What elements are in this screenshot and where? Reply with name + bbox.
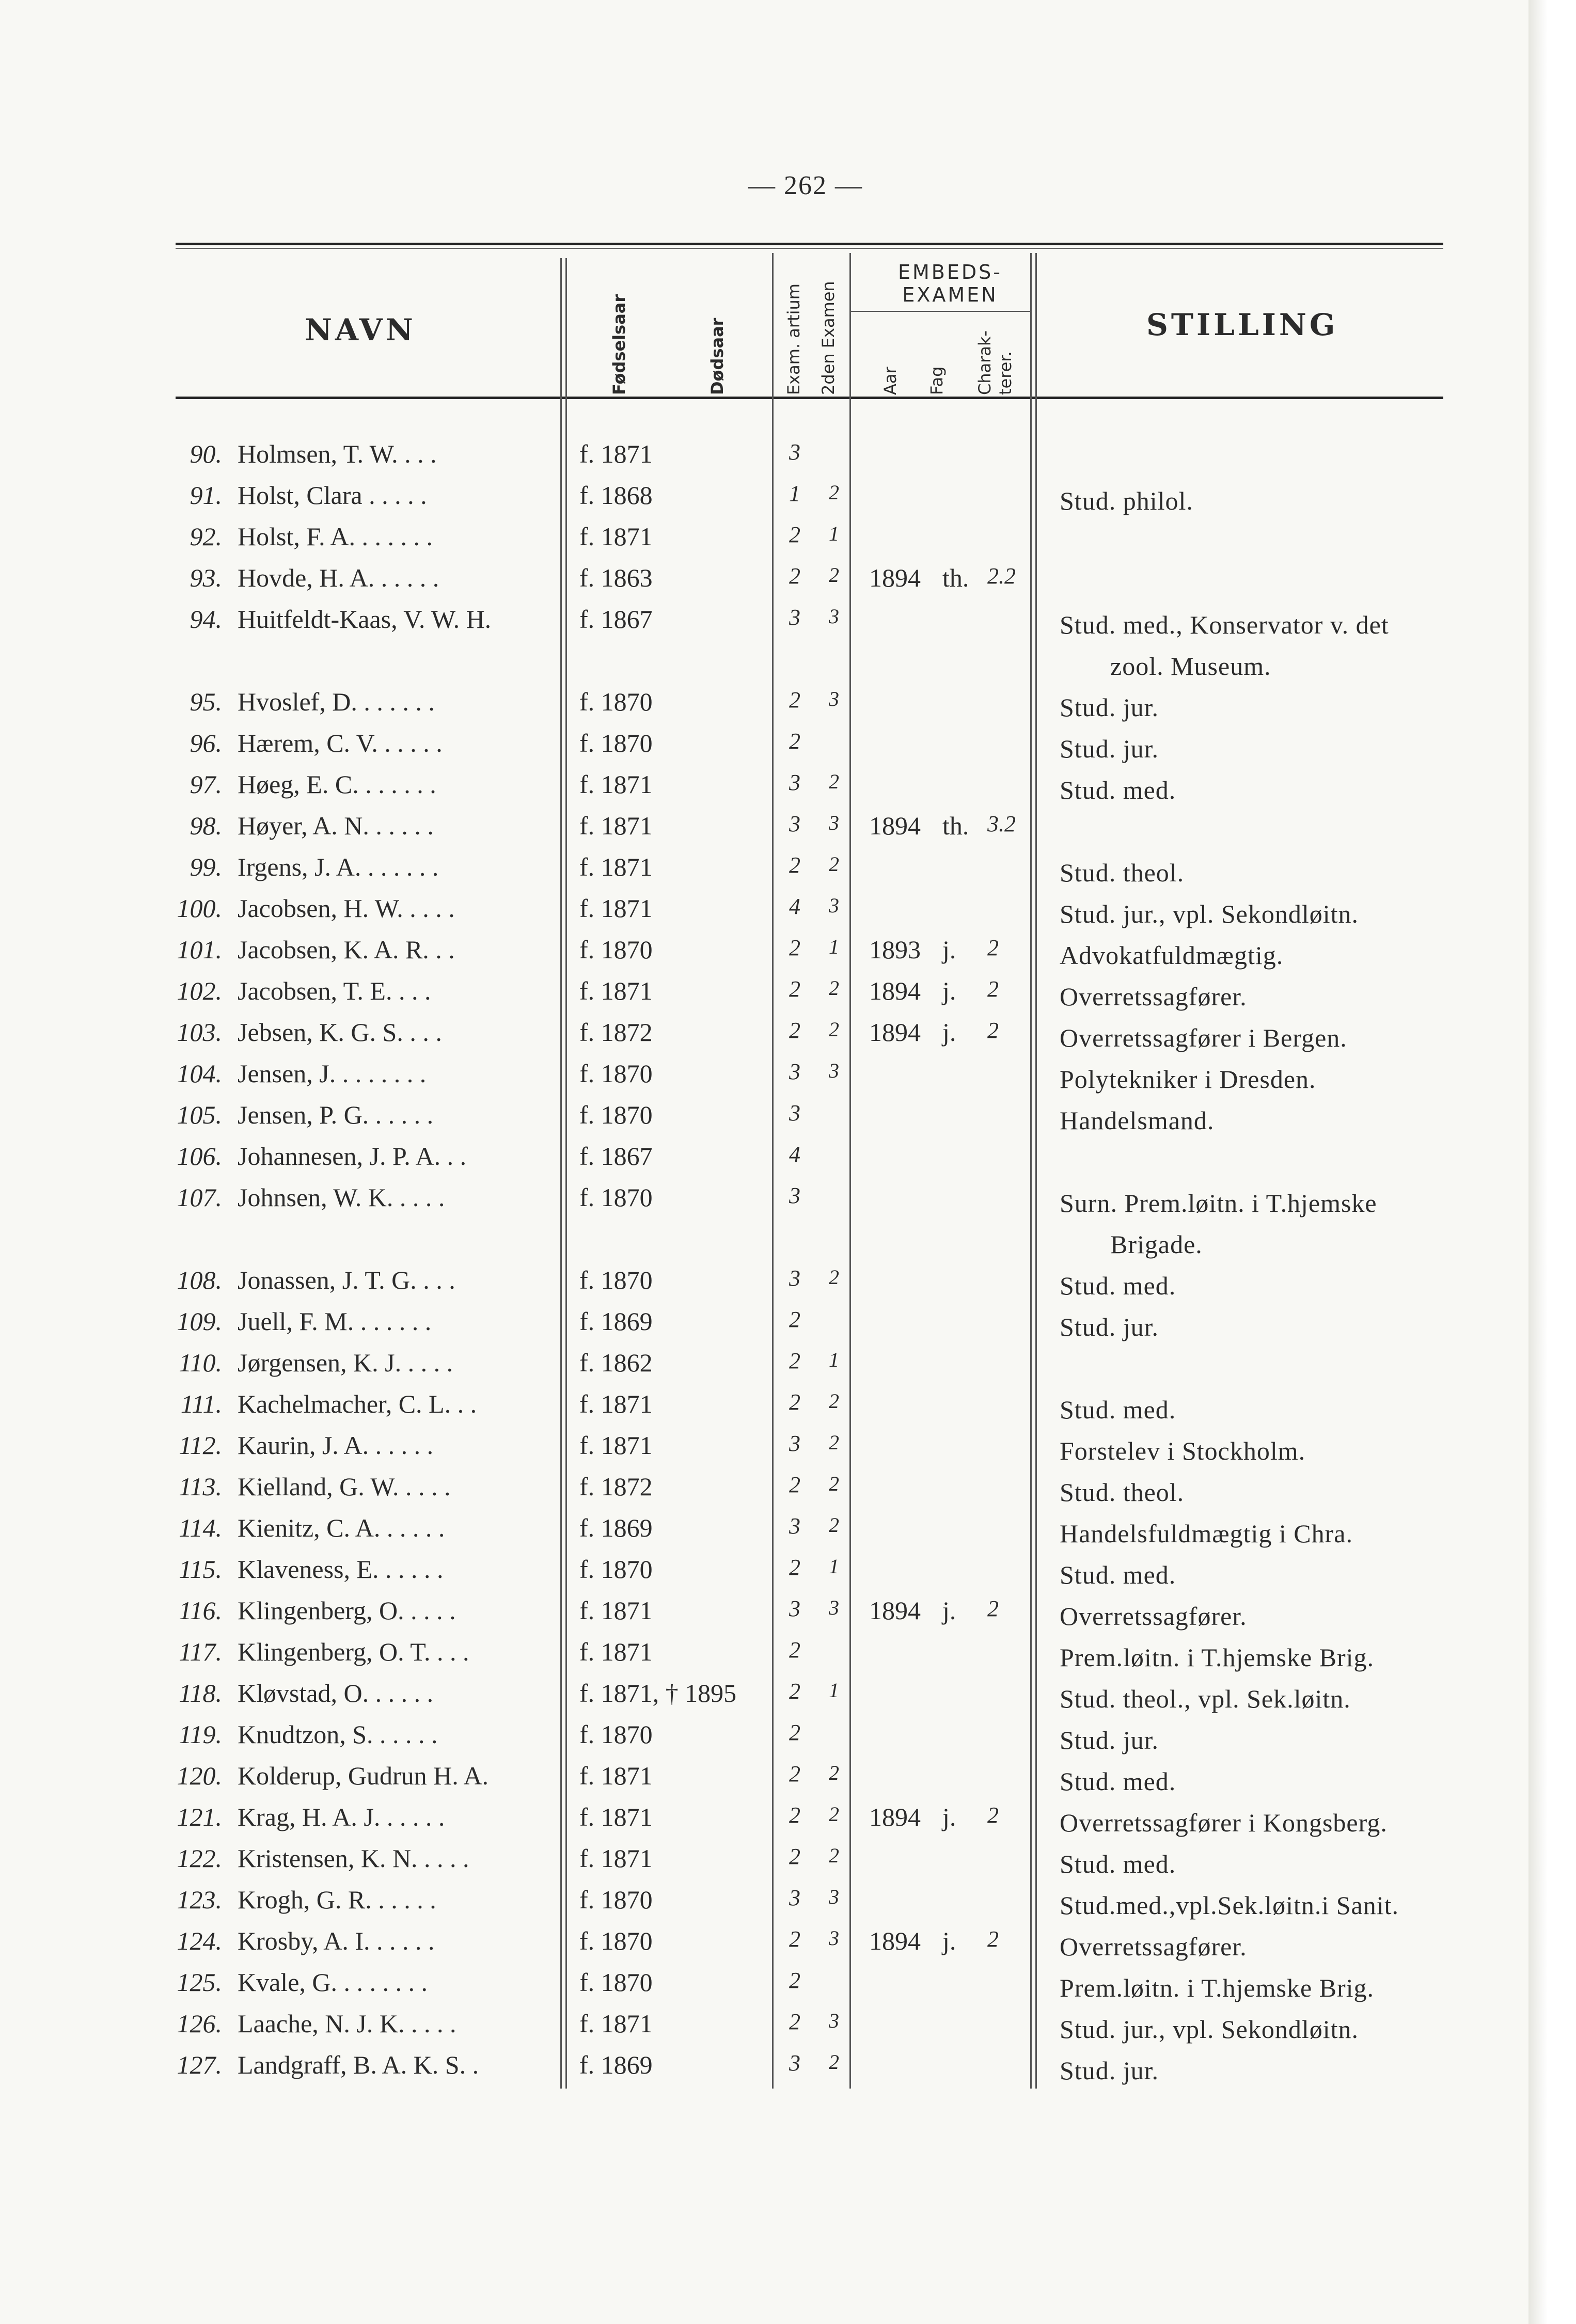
row-name: Kielland, G. W. . . . . xyxy=(238,1472,451,1501)
row-name: Kløvstad, O. . . . . . xyxy=(238,1679,434,1708)
row-exam-grade: 2 xyxy=(987,1018,999,1043)
row-birth-year: f. 1870 xyxy=(579,1100,653,1129)
row-occupation: Stud. philol. xyxy=(1060,486,1193,515)
table-row xyxy=(0,1389,1576,1430)
row-exam-artium: 2 xyxy=(789,1472,800,1497)
row-exam-artium: 4 xyxy=(789,1142,800,1167)
row-name: Hovde, H. A. . . . . . xyxy=(238,563,439,592)
row-name: Høyer, A. N. . . . . . xyxy=(238,811,434,840)
row-birth-year: f. 1871 xyxy=(579,522,653,551)
row-occupation: Surn. Prem.løitn. i T.hjemske xyxy=(1060,1189,1377,1218)
row-name: Jensen, J. . . . . . . . xyxy=(238,1059,427,1088)
row-occupation: Overretssagfører. xyxy=(1060,1602,1247,1631)
row-occupation: Stud.med.,vpl.Sek.løitn.i Sanit. xyxy=(1060,1891,1399,1920)
table-row-continuation xyxy=(0,645,1576,687)
table-row xyxy=(0,1678,1576,1719)
row-second-exam: 2 xyxy=(829,1844,839,1867)
row-second-exam: 2 xyxy=(829,1472,839,1495)
row-exam-subject: j. xyxy=(942,1926,956,1955)
row-name: Jacobsen, T. E. . . . xyxy=(238,976,431,1005)
table-row xyxy=(0,769,1576,811)
row-exam-subject: j. xyxy=(942,935,956,964)
row-name: Høeg, E. C. . . . . . . xyxy=(238,770,436,799)
row-number: 98. xyxy=(190,811,222,840)
row-number: 94. xyxy=(190,605,222,634)
row-name: Laache, N. J. K. . . . . xyxy=(238,2009,456,2038)
row-name: Huitfeldt-Kaas, V. W. H. xyxy=(238,605,492,634)
row-exam-artium: 2 xyxy=(789,563,800,589)
row-number: 127. xyxy=(177,2050,222,2079)
table-row xyxy=(0,893,1576,935)
row-birth-year: f. 1872 xyxy=(579,1018,653,1047)
table-row xyxy=(0,480,1576,521)
row-birth-year: f. 1871 xyxy=(579,1637,653,1666)
row-number: 106. xyxy=(177,1142,222,1171)
row-birth-year: f. 1871 xyxy=(579,1803,653,1831)
table-row xyxy=(0,1513,1576,1554)
row-exam-artium: 3 xyxy=(789,1183,800,1208)
row-occupation: Stud. jur. xyxy=(1060,693,1159,722)
row-name: Klaveness, E. . . . . . xyxy=(238,1555,444,1584)
row-occupation: Stud. jur., vpl. Sekondløitn. xyxy=(1060,2015,1359,2044)
row-name: Klingenberg, O. . . . . xyxy=(238,1596,456,1625)
row-exam-artium: 2 xyxy=(789,935,800,960)
row-number: 125. xyxy=(177,1968,222,1997)
row-name: Kristensen, K. N. . . . . xyxy=(238,1844,469,1873)
row-birth-year: f. 1867 xyxy=(579,605,653,634)
row-number: 124. xyxy=(177,1926,222,1955)
row-occupation: Overretssagfører. xyxy=(1060,1932,1247,1961)
row-name: Kvale, G. . . . . . . . xyxy=(238,1968,428,1997)
row-number: 96. xyxy=(190,729,222,757)
row-number: 113. xyxy=(179,1472,222,1501)
table-row xyxy=(0,1306,1576,1348)
table-row xyxy=(0,1554,1576,1595)
row-second-exam: 2 xyxy=(829,563,839,587)
row-exam-artium: 2 xyxy=(789,729,800,754)
row-occupation: Stud. theol. xyxy=(1060,858,1185,887)
table-row xyxy=(0,521,1576,563)
row-number: 119. xyxy=(179,1720,222,1749)
row-occupation: Stud. jur. xyxy=(1060,1313,1159,1341)
table-row xyxy=(0,687,1576,728)
table-row xyxy=(0,1182,1576,1224)
table-row xyxy=(0,1265,1576,1306)
row-exam-artium: 2 xyxy=(789,1348,800,1373)
row-number: 114. xyxy=(179,1513,222,1542)
table-row xyxy=(0,1926,1576,1967)
row-number: 100. xyxy=(177,894,222,923)
row-number: 99. xyxy=(190,852,222,881)
row-exam-artium: 2 xyxy=(789,1844,800,1869)
row-occupation: Stud. med. xyxy=(1060,1849,1176,1878)
header-char-line2: terer. xyxy=(996,351,1015,395)
row-birth-year: f. 1862 xyxy=(579,1348,653,1377)
row-name: Irgens, J. A. . . . . . . xyxy=(238,852,439,881)
row-number: 116. xyxy=(179,1596,222,1625)
row-birth-year: f. 1863 xyxy=(579,563,653,592)
row-name: Kachelmacher, C. L. . . xyxy=(238,1389,477,1418)
row-exam-artium: 3 xyxy=(789,1059,800,1084)
row-second-exam: 3 xyxy=(829,2009,839,2032)
row-name: Johnsen, W. K. . . . . xyxy=(238,1183,445,1212)
row-number: 95. xyxy=(190,687,222,716)
row-birth-year: f. 1871 xyxy=(579,1389,653,1418)
row-birth-year: f. 1870 xyxy=(579,1266,653,1294)
row-exam-subject: th. xyxy=(942,811,969,840)
table-row xyxy=(0,1843,1576,1885)
row-exam-artium: 2 xyxy=(789,1803,800,1828)
header-top-rule xyxy=(176,243,1443,245)
table-row xyxy=(0,604,1576,645)
row-number: 126. xyxy=(177,2009,222,2038)
row-second-exam: 2 xyxy=(829,1018,839,1041)
row-exam-artium: 3 xyxy=(789,811,800,836)
row-second-exam: 2 xyxy=(829,1513,839,1537)
row-name: Jebsen, K. G. S. . . . xyxy=(238,1018,442,1047)
row-name: Holst, F. A. . . . . . . xyxy=(238,522,433,551)
row-exam-artium: 3 xyxy=(789,770,800,795)
row-second-exam: 1 xyxy=(829,1555,839,1578)
row-second-exam: 2 xyxy=(829,1266,839,1289)
row-exam-artium: 3 xyxy=(789,1596,800,1621)
table-row xyxy=(0,1100,1576,1141)
row-birth-year: f. 1871 xyxy=(579,1761,653,1790)
row-name: Holst, Clara . . . . . xyxy=(238,481,427,510)
row-exam-artium: 2 xyxy=(789,1018,800,1043)
row-exam-artium: 3 xyxy=(789,1266,800,1291)
row-exam-grade: 2 xyxy=(987,976,999,1002)
row-second-exam: 3 xyxy=(829,1596,839,1619)
row-exam-year: 1894 xyxy=(869,1596,921,1625)
table-row-continuation xyxy=(0,1224,1576,1265)
row-birth-year: f. 1870 xyxy=(579,1059,653,1088)
row-exam-artium: 2 xyxy=(789,1637,800,1663)
table-row xyxy=(0,728,1576,769)
row-name: Johannesen, J. P. A. . . xyxy=(238,1142,467,1171)
row-exam-artium: 3 xyxy=(789,1885,800,1910)
row-second-exam: 2 xyxy=(829,1803,839,1826)
header-embeds-examen xyxy=(873,261,1028,306)
row-birth-year: f. 1869 xyxy=(579,2050,653,2079)
row-number: 101. xyxy=(177,935,222,964)
row-second-exam: 2 xyxy=(829,1389,839,1413)
table-row xyxy=(0,2050,1576,2091)
row-birth-year: f. 1870 xyxy=(579,1926,653,1955)
row-number: 97. xyxy=(190,770,222,799)
row-exam-subject: j. xyxy=(942,1803,956,1831)
header-top-rule-thin xyxy=(176,248,1443,249)
row-second-exam: 2 xyxy=(829,2050,839,2074)
row-birth-year: f. 1869 xyxy=(579,1513,653,1542)
row-exam-artium: 2 xyxy=(789,1926,800,1952)
table-row xyxy=(0,563,1576,604)
row-birth-year: f. 1871 xyxy=(579,1431,653,1460)
row-name: Jonassen, J. T. G. . . . xyxy=(238,1266,455,1294)
row-name: Hærem, C. V. . . . . . xyxy=(238,729,443,757)
row-occupation: Overretssagfører i Kongsberg. xyxy=(1060,1808,1388,1837)
row-number: 108. xyxy=(177,1266,222,1294)
header-char-line1: Charak- xyxy=(975,330,995,395)
row-occupation: Overretssagfører. xyxy=(1060,982,1247,1011)
row-name: Juell, F. M. . . . . . . xyxy=(238,1307,432,1336)
row-exam-artium: 2 xyxy=(789,976,800,1002)
row-second-exam: 3 xyxy=(829,1059,839,1082)
row-exam-artium: 2 xyxy=(789,687,800,713)
row-number: 112. xyxy=(179,1431,222,1460)
row-birth-year: f. 1871 xyxy=(579,770,653,799)
row-second-exam: 3 xyxy=(829,1926,839,1950)
header-birth-year: Fødselsaar xyxy=(609,294,629,395)
row-name: Kaurin, J. A. . . . . . xyxy=(238,1431,434,1460)
row-occupation: Overretssagfører i Bergen. xyxy=(1060,1023,1347,1052)
row-occupation: Stud. jur. xyxy=(1060,1726,1159,1754)
row-exam-artium: 3 xyxy=(789,605,800,630)
header-second-exam: 2den Examen xyxy=(818,281,838,395)
table-row xyxy=(0,1802,1576,1843)
row-name: Kienitz, C. A. . . . . . xyxy=(238,1513,445,1542)
row-birth-year: f. 1871, † 1895 xyxy=(579,1679,737,1708)
row-name: Knudtzon, S. . . . . . xyxy=(238,1720,438,1749)
row-second-exam: 2 xyxy=(829,1431,839,1454)
row-exam-year: 1894 xyxy=(869,1803,921,1831)
row-birth-year: f. 1870 xyxy=(579,1968,653,1997)
row-second-exam: 3 xyxy=(829,894,839,917)
row-birth-year: f. 1870 xyxy=(579,729,653,757)
row-name: Holmsen, T. W. . . . xyxy=(238,439,437,468)
row-birth-year: f. 1871 xyxy=(579,852,653,881)
row-exam-artium: 1 xyxy=(789,481,800,506)
row-number: 121. xyxy=(177,1803,222,1831)
row-birth-year: f. 1871 xyxy=(579,1596,653,1625)
row-second-exam: 2 xyxy=(829,976,839,1000)
header-embeds-line1: EMBEDS- xyxy=(898,261,1002,283)
row-number: 102. xyxy=(177,976,222,1005)
row-name: Krosby, A. I. . . . . . xyxy=(238,1926,435,1955)
row-occupation: Prem.løitn. i T.hjemske Brig. xyxy=(1060,1973,1375,2002)
table-row xyxy=(0,1017,1576,1058)
row-exam-artium: 4 xyxy=(789,894,800,919)
table-row xyxy=(0,1761,1576,1802)
row-occupation: Stud. med. xyxy=(1060,1395,1176,1424)
table-row xyxy=(0,1719,1576,1761)
row-name: Landgraff, B. A. K. S. . xyxy=(238,2050,479,2079)
header-fag: Fag xyxy=(927,366,947,395)
row-exam-artium: 2 xyxy=(789,1679,800,1704)
row-name: Jacobsen, H. W. . . . . xyxy=(238,894,455,923)
table-row xyxy=(0,1595,1576,1637)
row-occupation: Stud. jur. xyxy=(1060,2056,1159,2085)
row-number: 90. xyxy=(190,439,222,468)
row-exam-grade: 3.2 xyxy=(987,811,1016,836)
row-exam-artium: 2 xyxy=(789,522,800,547)
row-second-exam: 1 xyxy=(829,1348,839,1371)
row-exam-artium: 3 xyxy=(789,1513,800,1539)
row-exam-year: 1894 xyxy=(869,1926,921,1955)
row-occupation: Stud. theol. xyxy=(1060,1478,1185,1507)
row-birth-year: f. 1867 xyxy=(579,1142,653,1171)
table-row xyxy=(0,1472,1576,1513)
row-name: Jørgensen, K. J. . . . . xyxy=(238,1348,453,1377)
row-exam-artium: 2 xyxy=(789,1761,800,1787)
row-second-exam: 3 xyxy=(829,605,839,628)
row-birth-year: f. 1870 xyxy=(579,687,653,716)
row-number: 120. xyxy=(177,1761,222,1790)
row-birth-year: f. 1870 xyxy=(579,1555,653,1584)
table-row xyxy=(0,1885,1576,1926)
row-occupation: Stud. med. xyxy=(1060,1560,1176,1589)
row-birth-year: f. 1871 xyxy=(579,439,653,468)
row-second-exam: 3 xyxy=(829,1885,839,1908)
row-occupation: Stud. med. xyxy=(1060,776,1176,804)
header-embeds-line2: EXAMEN xyxy=(902,283,998,306)
row-exam-artium: 3 xyxy=(789,2050,800,2076)
row-second-exam: 2 xyxy=(829,770,839,793)
row-second-exam: 1 xyxy=(829,1679,839,1702)
header-stilling: STILLING xyxy=(1146,307,1338,342)
row-number: 91. xyxy=(190,481,222,510)
row-exam-artium: 2 xyxy=(789,1389,800,1415)
row-birth-year: f. 1872 xyxy=(579,1472,653,1501)
row-occupation: Stud. jur., vpl. Sekondløitn. xyxy=(1060,899,1359,928)
row-number: 115. xyxy=(179,1555,222,1584)
row-occupation: Prem.løitn. i T.hjemske Brig. xyxy=(1060,1643,1375,1672)
row-number: 122. xyxy=(177,1844,222,1873)
header-death-year: Dødsaar xyxy=(707,318,727,395)
table-row xyxy=(0,439,1576,480)
row-occupation: Stud. jur. xyxy=(1060,734,1159,763)
row-exam-artium: 2 xyxy=(789,1720,800,1745)
row-exam-grade: 2.2 xyxy=(987,563,1016,589)
row-exam-artium: 2 xyxy=(789,1555,800,1580)
table-row xyxy=(0,1637,1576,1678)
row-occupation-continued: zool. Museum. xyxy=(1110,652,1271,681)
row-second-exam: 2 xyxy=(829,852,839,876)
table-row xyxy=(0,935,1576,976)
row-second-exam: 3 xyxy=(829,811,839,834)
row-birth-year: f. 1870 xyxy=(579,935,653,964)
row-exam-subject: th. xyxy=(942,563,969,592)
row-number: 109. xyxy=(177,1307,222,1336)
row-exam-artium: 3 xyxy=(789,1431,800,1456)
row-exam-grade: 2 xyxy=(987,1803,999,1828)
row-number: 105. xyxy=(177,1100,222,1129)
row-exam-subject: j. xyxy=(942,1596,956,1625)
header-aar: Aar xyxy=(880,367,900,395)
row-birth-year: f. 1871 xyxy=(579,1844,653,1873)
row-number: 110. xyxy=(179,1348,222,1377)
row-second-exam: 1 xyxy=(829,522,839,545)
row-birth-year: f. 1871 xyxy=(579,894,653,923)
row-occupation: Stud. med., Konservator v. det xyxy=(1060,610,1389,639)
table-row xyxy=(0,1058,1576,1100)
row-number: 118. xyxy=(179,1679,222,1708)
row-number: 92. xyxy=(190,522,222,551)
row-exam-artium: 3 xyxy=(789,1100,800,1126)
row-exam-subject: j. xyxy=(942,976,956,1005)
row-birth-year: f. 1869 xyxy=(579,1307,653,1336)
row-name: Krag, H. A. J. . . . . . xyxy=(238,1803,445,1831)
row-occupation: Handelsfuldmægtig i Chra. xyxy=(1060,1519,1353,1548)
row-exam-year: 1893 xyxy=(869,935,921,964)
row-birth-year: f. 1870 xyxy=(579,1885,653,1914)
row-exam-artium: 2 xyxy=(789,1968,800,1993)
row-number: 123. xyxy=(177,1885,222,1914)
table-row xyxy=(0,1348,1576,1389)
row-occupation: Stud. theol., vpl. Sek.løitn. xyxy=(1060,1684,1351,1713)
table-row xyxy=(0,976,1576,1017)
page-number: — 262 — xyxy=(748,171,863,200)
row-name: Kolderup, Gudrun H. A. xyxy=(238,1761,489,1790)
row-exam-grade: 2 xyxy=(987,1596,999,1621)
row-birth-year: f. 1868 xyxy=(579,481,653,510)
row-second-exam: 3 xyxy=(829,687,839,710)
row-birth-year: f. 1871 xyxy=(579,2009,653,2038)
table-row xyxy=(0,2009,1576,2050)
table-row xyxy=(0,1967,1576,2009)
row-exam-artium: 3 xyxy=(789,439,800,465)
row-occupation: Polytekniker i Dresden. xyxy=(1060,1065,1316,1094)
row-second-exam: 2 xyxy=(829,1761,839,1784)
row-exam-subject: j. xyxy=(942,1018,956,1047)
row-number: 111. xyxy=(180,1389,222,1418)
row-birth-year: f. 1870 xyxy=(579,1183,653,1212)
row-name: Krogh, G. R. . . . . . xyxy=(238,1885,436,1914)
row-birth-year: f. 1871 xyxy=(579,976,653,1005)
row-second-exam: 2 xyxy=(829,481,839,504)
row-name: Klingenberg, O. T. . . . xyxy=(238,1637,469,1666)
row-number: 117. xyxy=(179,1637,222,1666)
row-name: Jacobsen, K. A. R. . . xyxy=(238,935,455,964)
row-number: 104. xyxy=(177,1059,222,1088)
row-occupation: Stud. med. xyxy=(1060,1271,1176,1300)
table-row xyxy=(0,811,1576,852)
row-exam-grade: 2 xyxy=(987,1926,999,1952)
table-row xyxy=(0,1430,1576,1472)
header-bottom-rule xyxy=(176,397,1443,399)
table-row xyxy=(0,852,1576,893)
row-exam-year: 1894 xyxy=(869,563,921,592)
row-exam-year: 1894 xyxy=(869,1018,921,1047)
row-exam-grade: 2 xyxy=(987,935,999,960)
row-occupation: Stud. med. xyxy=(1060,1767,1176,1796)
header-name: NAVN xyxy=(305,312,416,347)
row-birth-year: f. 1870 xyxy=(579,1720,653,1749)
row-number: 103. xyxy=(177,1018,222,1047)
row-name: Jensen, P. G. . . . . . xyxy=(238,1100,434,1129)
header-exam-artium: Exam. artium xyxy=(784,283,803,395)
row-birth-year: f. 1871 xyxy=(579,811,653,840)
row-occupation: Forstelev i Stockholm. xyxy=(1060,1436,1306,1465)
row-exam-artium: 2 xyxy=(789,2009,800,2034)
row-name: Hvoslef, D. . . . . . . xyxy=(238,687,435,716)
row-exam-year: 1894 xyxy=(869,811,921,840)
row-exam-artium: 2 xyxy=(789,852,800,878)
table-row xyxy=(0,1141,1576,1182)
row-occupation: Handelsmand. xyxy=(1060,1106,1215,1135)
row-occupation: Advokatfuldmægtig. xyxy=(1060,941,1284,970)
row-number: 93. xyxy=(190,563,222,592)
row-number: 107. xyxy=(177,1183,222,1212)
row-exam-artium: 2 xyxy=(789,1307,800,1332)
row-second-exam: 1 xyxy=(829,935,839,958)
embeds-subheader-rule xyxy=(851,311,1031,312)
row-exam-year: 1894 xyxy=(869,976,921,1005)
row-occupation-continued: Brigade. xyxy=(1110,1230,1203,1259)
